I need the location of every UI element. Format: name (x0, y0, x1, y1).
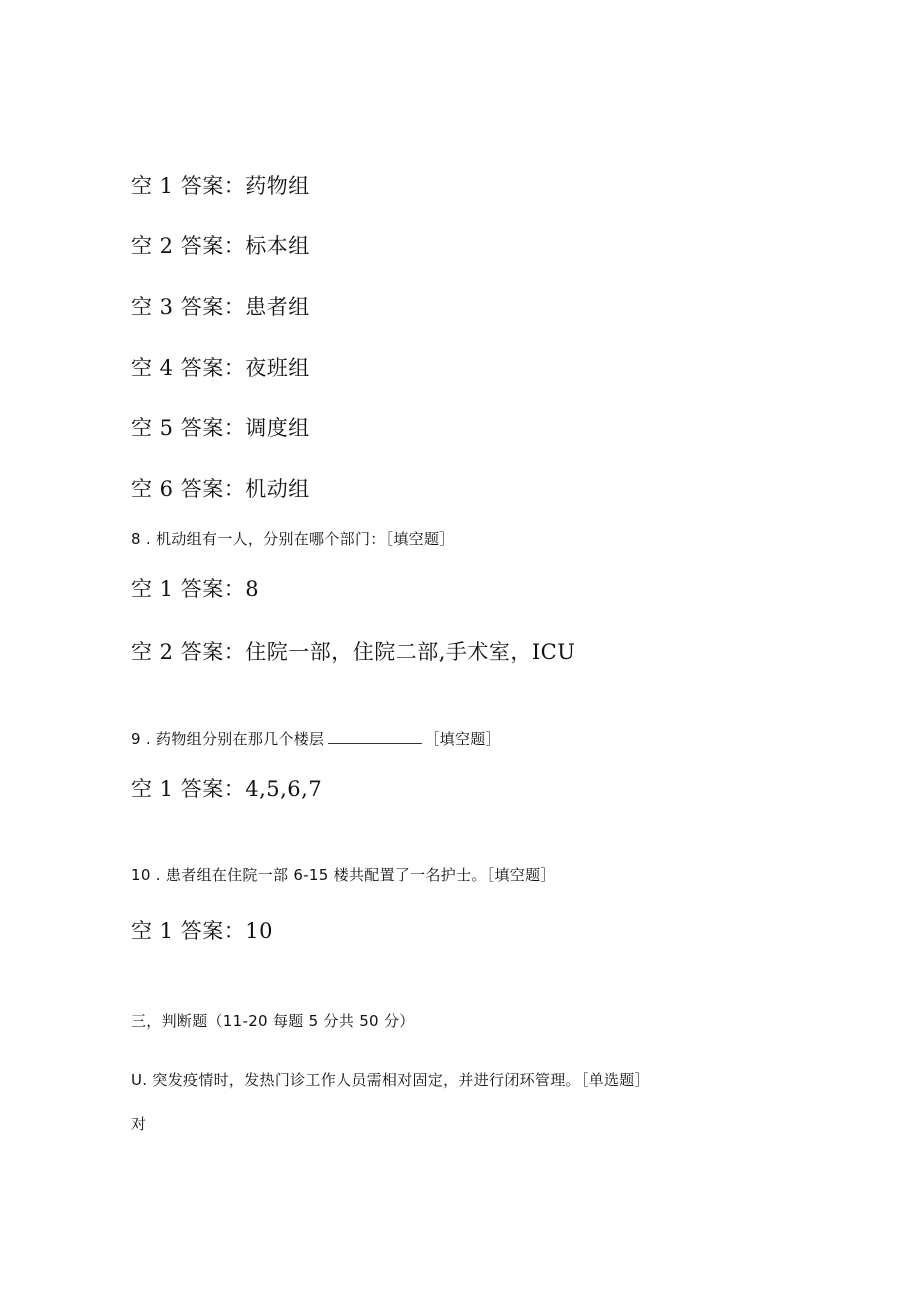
fill-blank (328, 742, 422, 744)
answer-line: 空 1 答案：8 (131, 577, 260, 601)
answer-line: 空 1 答案：10 (131, 919, 273, 943)
question-10: 10 . 患者组在住院一部 6-15 楼共配置了一名护士。［填空题］ (131, 866, 556, 884)
section-heading: 三，判断题（11-20 每题 5 分共 50 分） (131, 1012, 415, 1030)
question-9 (131, 728, 501, 749)
question-8: 8 . 机动组有一人，分别在哪个部门：［填空题］ (131, 530, 455, 548)
answer-line: 空 2 答案：标本组 (131, 234, 310, 258)
answer-line: 空 6 答案：机动组 (131, 477, 310, 501)
question-type-tag: ［填空题］ (424, 730, 501, 748)
question-11: U. 突发疫情时，发热门诊工作人员需相对固定，并进行闭环管理。［单选题］ (131, 1071, 650, 1089)
answer-line: 对 (131, 1115, 147, 1133)
answer-line: 空 2 答案：住院一部，住院二部,手术室，ICU (131, 640, 576, 664)
answer-line: 空 4 答案：夜班组 (131, 356, 310, 380)
question-text: 9 . 药物组分别在那几个楼层 (131, 730, 325, 748)
answer-line: 空 3 答案：患者组 (131, 295, 310, 319)
answer-line: 空 5 答案：调度组 (131, 416, 310, 440)
answer-line: 空 1 答案：4,5,6,7 (131, 777, 323, 801)
answer-line: 空 1 答案：药物组 (131, 174, 310, 198)
